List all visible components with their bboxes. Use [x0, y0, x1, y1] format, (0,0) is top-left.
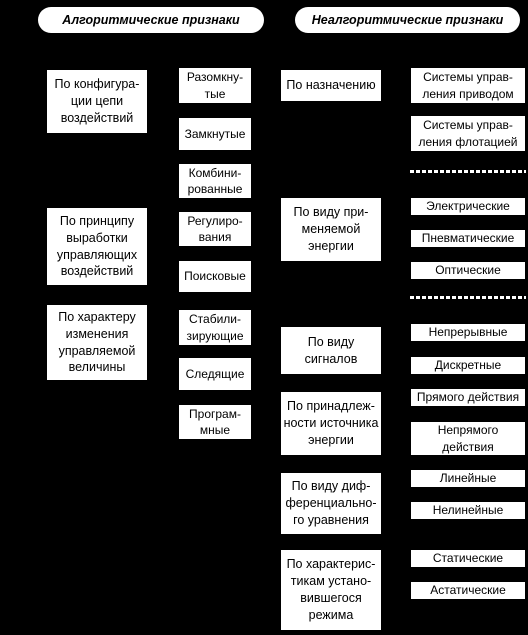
alg-category-variable-change: По характеру изменения управляемой величины	[47, 305, 147, 380]
alg-type-closed-loop: Замкнутые	[179, 118, 251, 150]
nonalg-type-nonlinear: Нелинейные	[411, 502, 525, 519]
alg-type-regulation: Регулиро- вания	[179, 212, 251, 246]
alg-type-tracking: Следящие	[179, 358, 251, 390]
nonalg-category-energy-source: По принадлеж- ности источника энергии	[281, 392, 381, 455]
alg-type-stabilizing: Стабили- зирующие	[179, 310, 251, 345]
nonalg-category-steady-state: По характерис- тикам устано- вившегося режима	[281, 550, 381, 630]
header-algorithmic: Алгоритмические признаки	[38, 7, 264, 33]
nonalg-type-indirect-action: Непрямого действия	[411, 422, 525, 455]
nonalg-type-optical: Оптические	[411, 262, 525, 279]
nonalg-category-energy-type: По виду при- меняемой энергии	[281, 198, 381, 261]
alg-type-search: Поисковые	[179, 261, 251, 292]
nonalg-type-astatic: Астатические	[411, 582, 525, 599]
alg-type-combined: Комбини- рованные	[179, 164, 251, 198]
nonalg-type-linear: Линейные	[411, 470, 525, 487]
nonalg-category-purpose: По назначению	[281, 70, 381, 101]
header-non-algorithmic: Неалгоритмические признаки	[295, 7, 520, 33]
nonalg-type-static: Статические	[411, 550, 525, 567]
nonalg-type-continuous: Непрерывные	[411, 324, 525, 341]
alg-type-programmed: Програм- мные	[179, 405, 251, 439]
nonalg-type-discrete: Дискретные	[411, 357, 525, 374]
nonalg-type-flotation-control: Системы управ- ления флотацией	[411, 116, 525, 151]
alg-category-configuration: По конфигура- ции цепи воздействий	[47, 70, 147, 133]
alg-type-open-loop: Разомкну- тые	[179, 68, 251, 103]
separator-dashed	[410, 296, 526, 299]
separator-dashed	[410, 170, 526, 173]
nonalg-type-electric: Электрические	[411, 198, 525, 215]
alg-category-control-principle: По принципу выработки управляющих воздействий	[47, 208, 147, 285]
nonalg-type-direct-action: Прямого действия	[411, 389, 525, 406]
nonalg-category-differential-equation: По виду диф- ференциально- го уравнения	[281, 473, 381, 534]
nonalg-type-drive-control: Системы управ- ления приводом	[411, 68, 525, 103]
nonalg-category-signal-type: По виду сигналов	[281, 327, 381, 374]
nonalg-type-pneumatic: Пневматические	[411, 230, 525, 247]
